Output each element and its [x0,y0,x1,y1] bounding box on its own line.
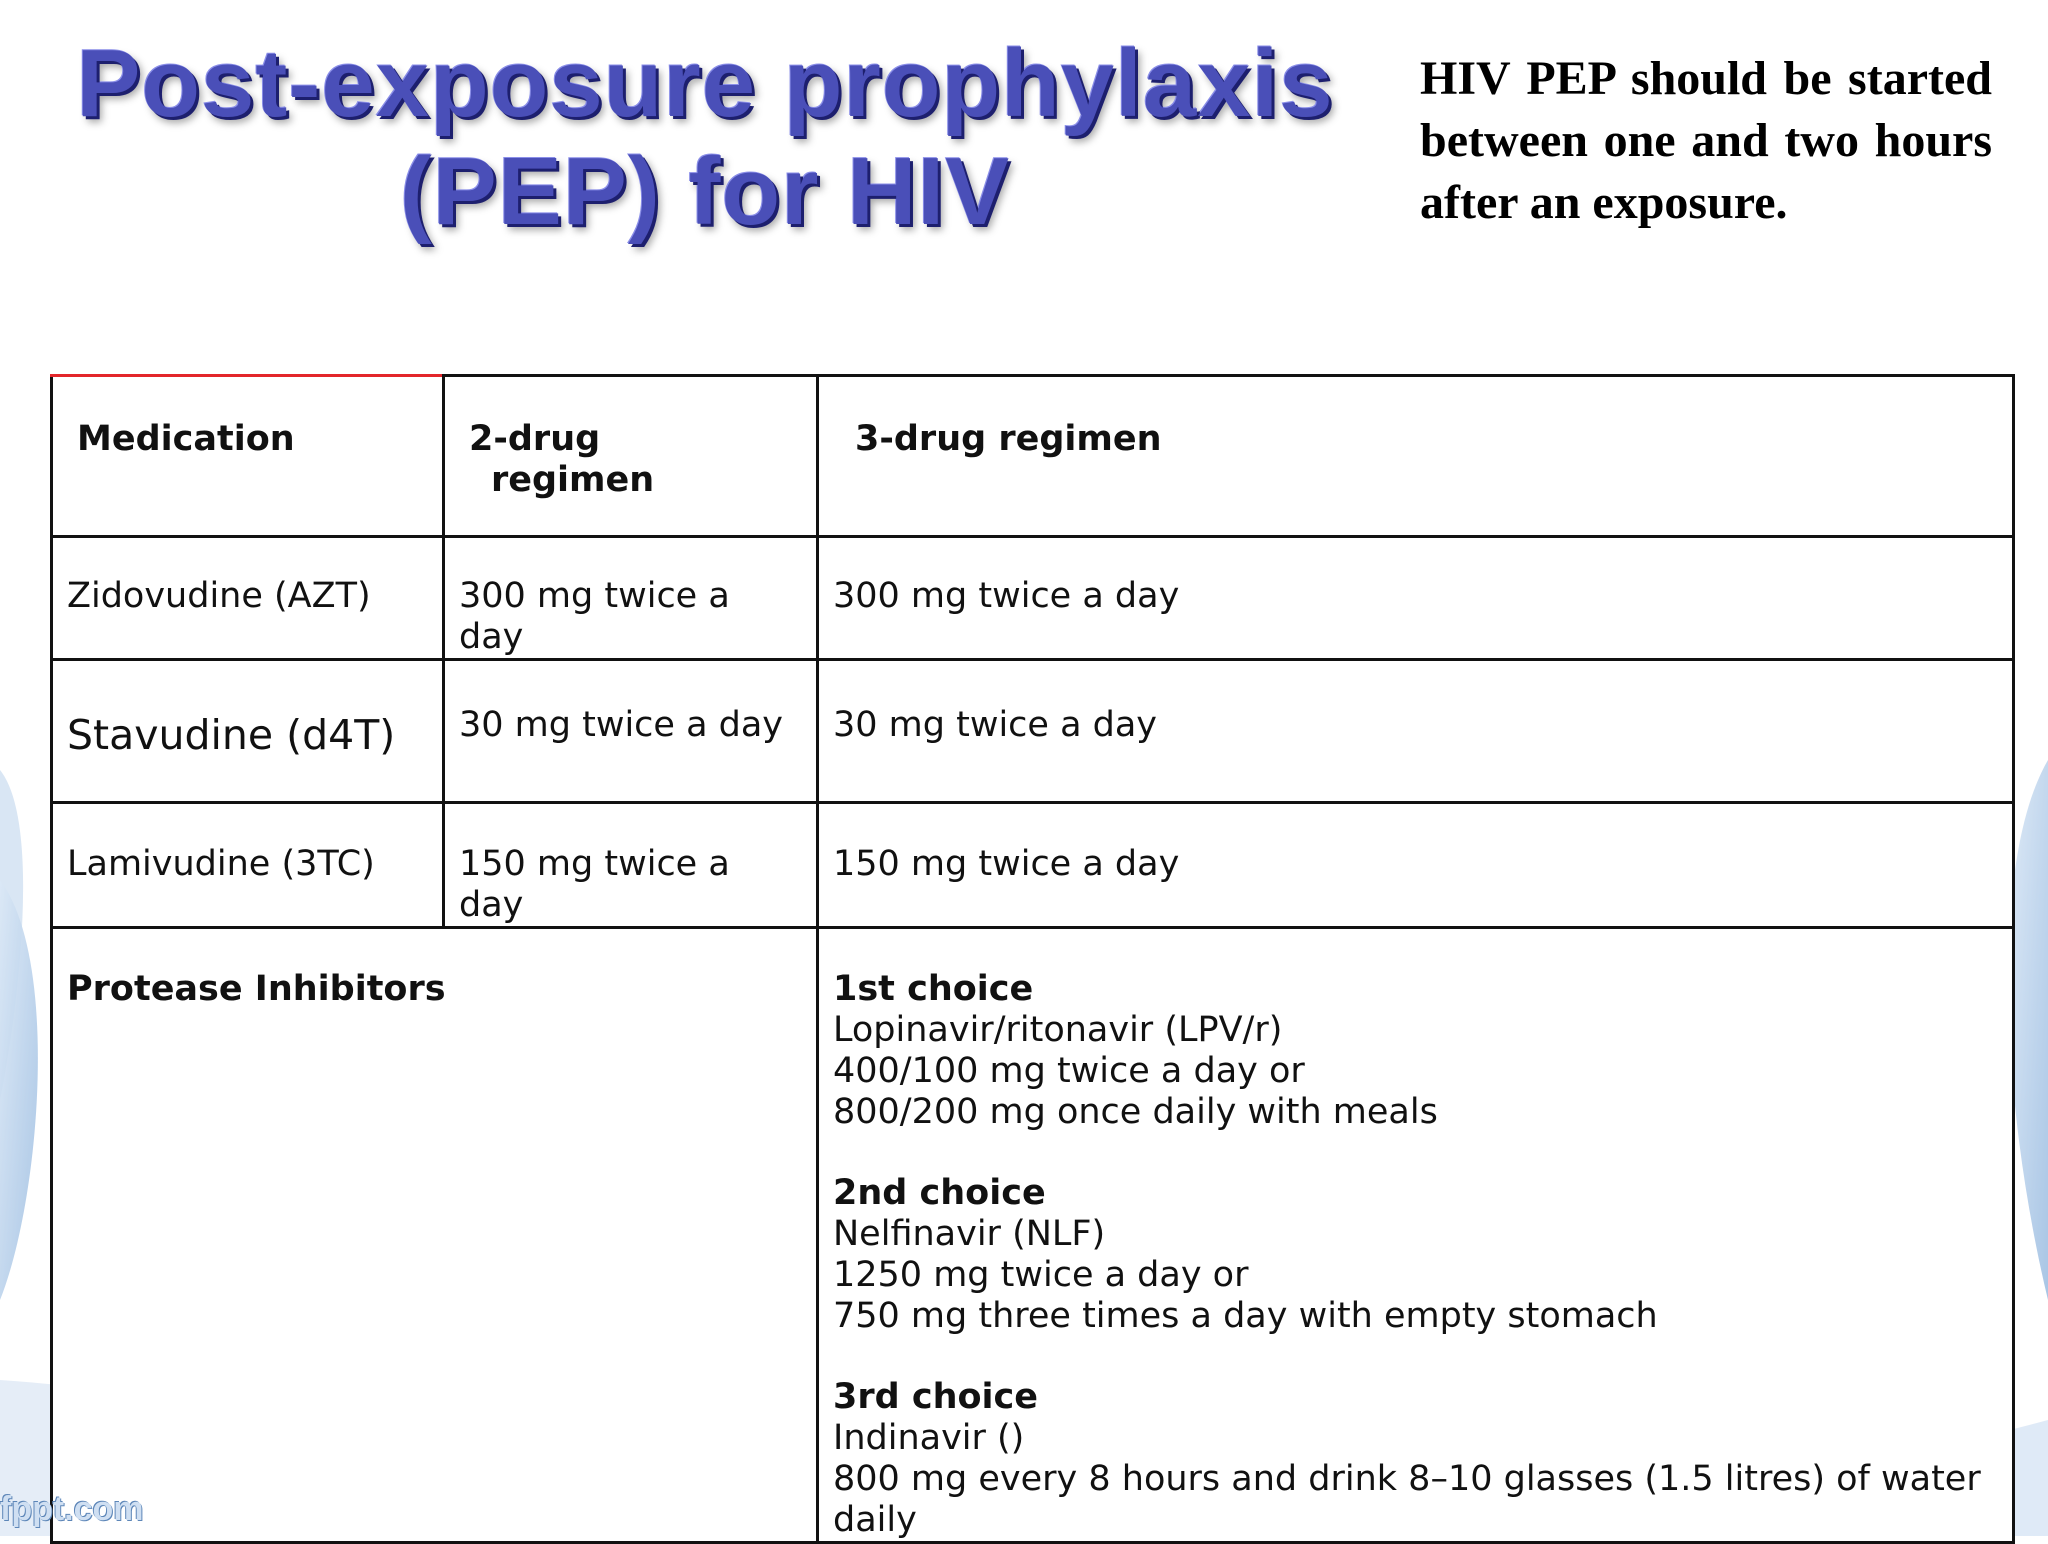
choice-line: 800 mg every 8 hours and drink 8–10 glasses (1.5 litres) of water daily [833,1459,1981,1540]
slide-title-line-2: (PEP) for HIV [399,138,1011,245]
header-medication: Medication [52,376,444,537]
slide-title-line-1: Post-exposure prophylaxis [76,30,1334,137]
three-drug-dose-cell: 300 mg twice a day [818,537,2014,660]
choice-line: 800/200 mg once daily with meals [833,1092,1438,1132]
spacer [833,1337,1998,1377]
protease-choices-cell [818,928,2014,1543]
medication-cell: Lamivudine (3TC) [52,803,444,928]
three-drug-dose-cell: 150 mg twice a day [818,803,2014,928]
header-2-drug-regimen [444,376,818,537]
pep-timing-note: HIV PEP should be started between one and two hours after an exposure. [1420,52,1992,229]
choice-title: 1st choice [833,969,1034,1009]
choice-title: 2nd choice [833,1173,1046,1213]
header-2-drug-line-1: 2-drug [469,419,601,459]
medication-cell: Zidovudine (AZT) [52,537,444,660]
choice-line: 750 mg three times a day with empty stomach [833,1296,1658,1336]
table-row-protease [52,928,2014,1543]
two-drug-dose-cell: 150 mg twice a day [444,803,818,928]
two-drug-dose-cell: 30 mg twice a day [444,660,818,803]
choice-line: Nelfinavir (NLF) [833,1214,1106,1254]
table-row [52,660,2014,803]
table-row [52,537,2014,660]
two-drug-dose-cell: 300 mg twice a day [444,537,818,660]
choice-line: 400/100 mg twice a day or [833,1051,1305,1091]
protease-inhibitors-label: Protease Inhibitors [52,928,818,1543]
choice-line: Lopinavir/ritonavir (LPV/r) [833,1010,1283,1050]
fppt-logo: fppt.com [0,1490,144,1528]
choice-line: 1250 mg twice a day or [833,1255,1249,1295]
header-3-drug-regimen: 3-drug regimen [818,376,2014,537]
slide-title [40,30,1370,246]
header-2-drug-line-2: regimen [491,460,655,500]
pep-regimen-table [50,374,2015,1544]
choice-title: 3rd choice [833,1377,1039,1417]
spacer [833,1133,1998,1173]
medication-cell: Stavudine (d4T) [52,660,444,803]
table-row [52,803,2014,928]
choice-line: Indinavir () [833,1418,1025,1458]
three-drug-dose-cell: 30 mg twice a day [818,660,2014,803]
table-header-row [52,376,2014,537]
